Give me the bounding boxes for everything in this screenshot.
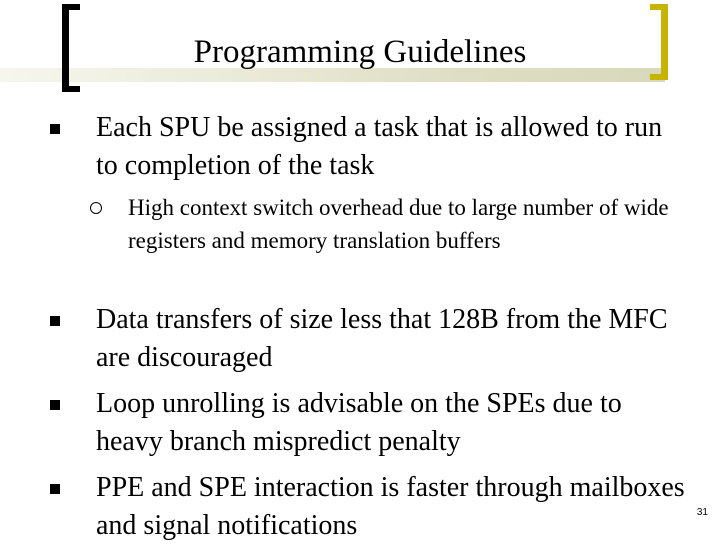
page-number: 31	[696, 507, 708, 518]
slide-title: Programming Guidelines	[193, 34, 527, 70]
bullet-text: Data transfers of size less that 128B from the MFC are discouraged	[96, 304, 668, 373]
sub-bullet-text: High context switch overhead due to large number of wide registers and memory translation buffers	[128, 195, 669, 253]
bullet-text: Each SPU be assigned a task that is allowed to run to completion of the task	[96, 112, 663, 181]
bullet-square-icon	[50, 484, 60, 494]
bullet-text: PPE and SPE interaction is faster through mailboxes and signal notifications	[96, 472, 685, 541]
bullet-square-icon	[50, 124, 60, 134]
bullet-text: Loop unrolling is advisable on the SPEs due to heavy branch mispredict penalty	[96, 388, 622, 457]
bullet-square-icon	[50, 400, 60, 410]
title-left-bracket	[62, 4, 80, 92]
hollow-circle-icon	[90, 202, 102, 214]
title-right-bracket	[650, 4, 668, 80]
bullet-square-icon	[50, 316, 60, 326]
